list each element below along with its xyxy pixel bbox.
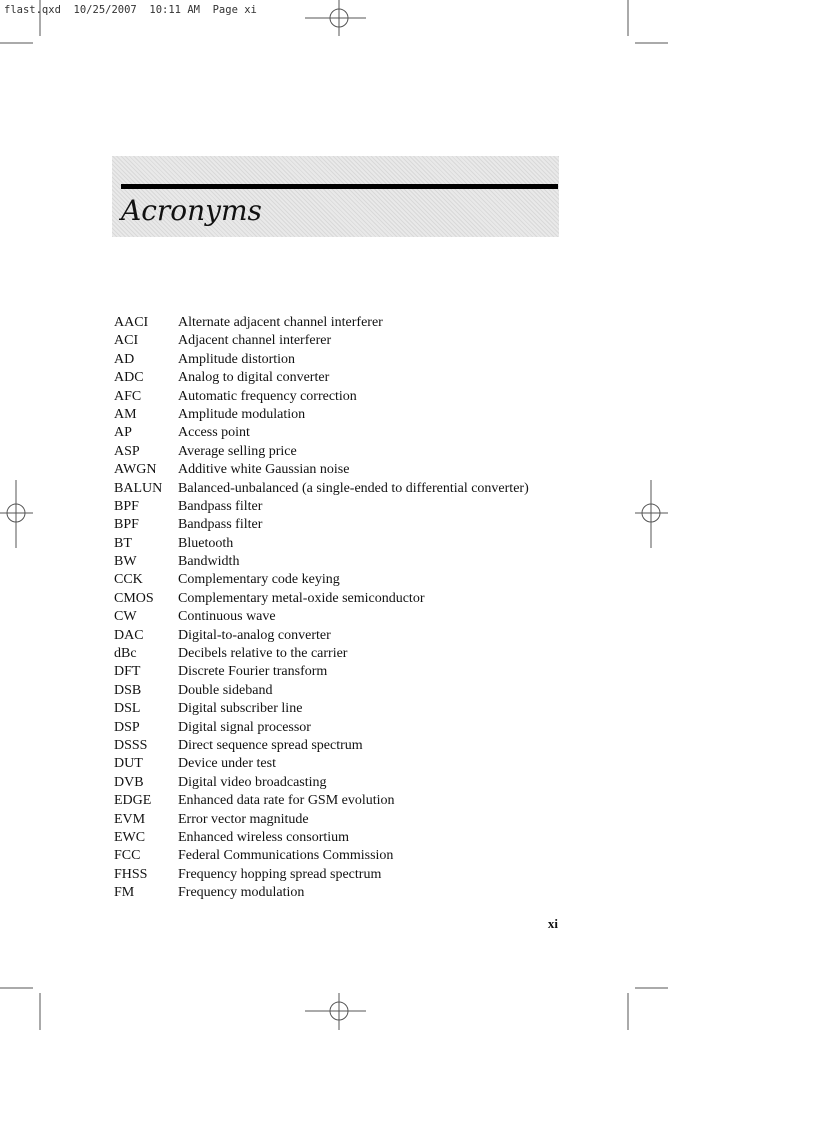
acronym-entry <box>114 424 564 442</box>
acronym-definition: Amplitude modulation <box>178 406 306 422</box>
acronym-definition: Complementary code keying <box>178 572 340 588</box>
acronym-definition: Discrete Fourier transform <box>178 664 328 680</box>
acronym-definition: Bluetooth <box>178 535 234 551</box>
registration-mark-left <box>0 480 33 548</box>
acronym-definition: Automatic frequency correction <box>178 388 357 404</box>
acronym-entry <box>114 351 564 369</box>
acronym-abbreviation: DAC <box>114 627 144 643</box>
page-number: xi <box>547 916 558 931</box>
acronym-abbreviation: DSL <box>114 701 141 717</box>
acronym-entry <box>114 866 564 884</box>
acronym-abbreviation: dBc <box>114 646 137 662</box>
acronym-entry <box>114 461 564 479</box>
acronym-entry <box>114 553 564 571</box>
acronym-abbreviation: ACI <box>114 333 139 349</box>
acronym-abbreviation: EWC <box>114 829 146 845</box>
acronym-definition: Digital video broadcasting <box>178 774 327 790</box>
acronym-abbreviation: AP <box>114 425 132 441</box>
acronym-definition: Amplitude distortion <box>178 351 296 367</box>
acronym-entry <box>114 663 564 681</box>
acronym-abbreviation: AACI <box>114 315 149 330</box>
acronym-entry <box>114 443 564 461</box>
acronym-abbreviation: DSP <box>114 719 140 735</box>
acronym-definition: Frequency hopping spread spectrum <box>178 866 382 882</box>
acronym-abbreviation: AD <box>114 351 135 367</box>
acronym-definition: Error vector magnitude <box>178 811 309 827</box>
acronym-definition: Bandwidth <box>178 554 240 570</box>
acronym-abbreviation: DSSS <box>114 737 148 753</box>
acronym-definition: Device under test <box>178 756 276 772</box>
acronym-entry <box>114 314 564 332</box>
acronym-definition: Continuous wave <box>178 609 276 625</box>
acronym-definition: Frequency modulation <box>178 885 305 901</box>
acronym-definition: Complementary metal-oxide semiconductor <box>178 590 425 606</box>
registration-mark-top <box>305 0 366 36</box>
acronym-entry <box>114 627 564 645</box>
acronym-entry <box>114 571 564 589</box>
acronym-definition: Balanced-unbalanced (a single-ended to differential converter) <box>178 480 529 496</box>
acronym-definition: Bandpass filter <box>178 517 263 533</box>
acronym-entry <box>114 847 564 865</box>
acronym-abbreviation: FHSS <box>114 866 148 882</box>
acronym-abbreviation: EVM <box>114 811 146 827</box>
acronym-definition: Double sideband <box>178 682 273 698</box>
acronym-abbreviation: AFC <box>114 388 142 404</box>
page-title: Acronyms <box>121 194 262 227</box>
acronym-entry <box>114 498 564 516</box>
registration-mark-bottom <box>305 993 366 1030</box>
acronym-entry <box>114 406 564 424</box>
registration-mark-right <box>635 480 668 548</box>
acronym-abbreviation: AM <box>114 406 137 422</box>
acronym-entry <box>114 516 564 534</box>
acronym-abbreviation: CW <box>114 609 137 625</box>
acronym-definition: Additive white Gaussian noise <box>178 462 350 478</box>
acronym-abbreviation: DSB <box>114 682 142 698</box>
acronym-abbreviation: BPF <box>114 517 139 533</box>
acronym-abbreviation: CMOS <box>114 590 154 606</box>
acronym-abbreviation: AWGN <box>114 462 157 478</box>
acronym-definition: Enhanced wireless consortium <box>178 829 350 845</box>
acronym-definition: Digital subscriber line <box>178 701 303 717</box>
acronym-definition: Analog to digital converter <box>178 370 330 386</box>
acronym-entry <box>114 719 564 737</box>
acronym-abbreviation: EDGE <box>114 793 152 809</box>
acronym-entry <box>114 682 564 700</box>
acronym-entry <box>114 700 564 718</box>
acronym-abbreviation: BT <box>114 535 132 551</box>
acronym-entry <box>114 590 564 608</box>
acronym-abbreviation: BPF <box>114 498 139 514</box>
acronym-definition: Access point <box>178 425 250 441</box>
acronym-abbreviation: ADC <box>114 370 144 386</box>
acronym-abbreviation: DUT <box>114 756 143 772</box>
acronym-abbreviation: FCC <box>114 848 141 864</box>
acronym-definition: Alternate adjacent channel interferer <box>178 315 383 330</box>
acronym-definition: Bandpass filter <box>178 498 263 514</box>
acronym-entry <box>114 774 564 792</box>
acronym-definition: Digital signal processor <box>178 719 311 735</box>
acronym-entry <box>114 388 564 406</box>
acronym-entry <box>114 755 564 773</box>
acronym-entry <box>114 332 564 350</box>
acronym-abbreviation: FM <box>114 885 135 901</box>
acronym-entry <box>114 480 564 498</box>
acronym-entry <box>114 884 564 902</box>
acronym-entry <box>114 608 564 626</box>
acronym-entry <box>114 369 564 387</box>
acronym-definition: Decibels relative to the carrier <box>178 646 348 662</box>
acronym-entry <box>114 737 564 755</box>
acronym-definition: Enhanced data rate for GSM evolution <box>178 793 395 809</box>
acronym-abbreviation: DVB <box>114 774 144 790</box>
acronym-definition: Federal Communications Commission <box>178 848 394 864</box>
acronym-entry <box>114 811 564 829</box>
acronym-abbreviation: CCK <box>114 572 143 588</box>
acronym-entry <box>114 645 564 663</box>
acronym-abbreviation: DFT <box>114 664 141 680</box>
acronym-entry <box>114 829 564 847</box>
acronym-definition: Average selling price <box>178 443 297 459</box>
acronym-abbreviation: BW <box>114 554 137 570</box>
slug-line: flast.qxd 10/25/2007 10:11 AM Page xi <box>4 4 257 16</box>
acronym-abbreviation: BALUN <box>114 480 163 496</box>
acronym-definition: Adjacent channel interferer <box>178 333 332 349</box>
acronym-list <box>114 314 564 903</box>
acronym-entry <box>114 792 564 810</box>
acronym-entry <box>114 535 564 553</box>
acronym-definition: Digital-to-analog converter <box>178 627 331 643</box>
acronym-abbreviation: ASP <box>114 443 140 459</box>
acronym-definition: Direct sequence spread spectrum <box>178 737 363 753</box>
chapter-header-rule <box>121 184 558 189</box>
